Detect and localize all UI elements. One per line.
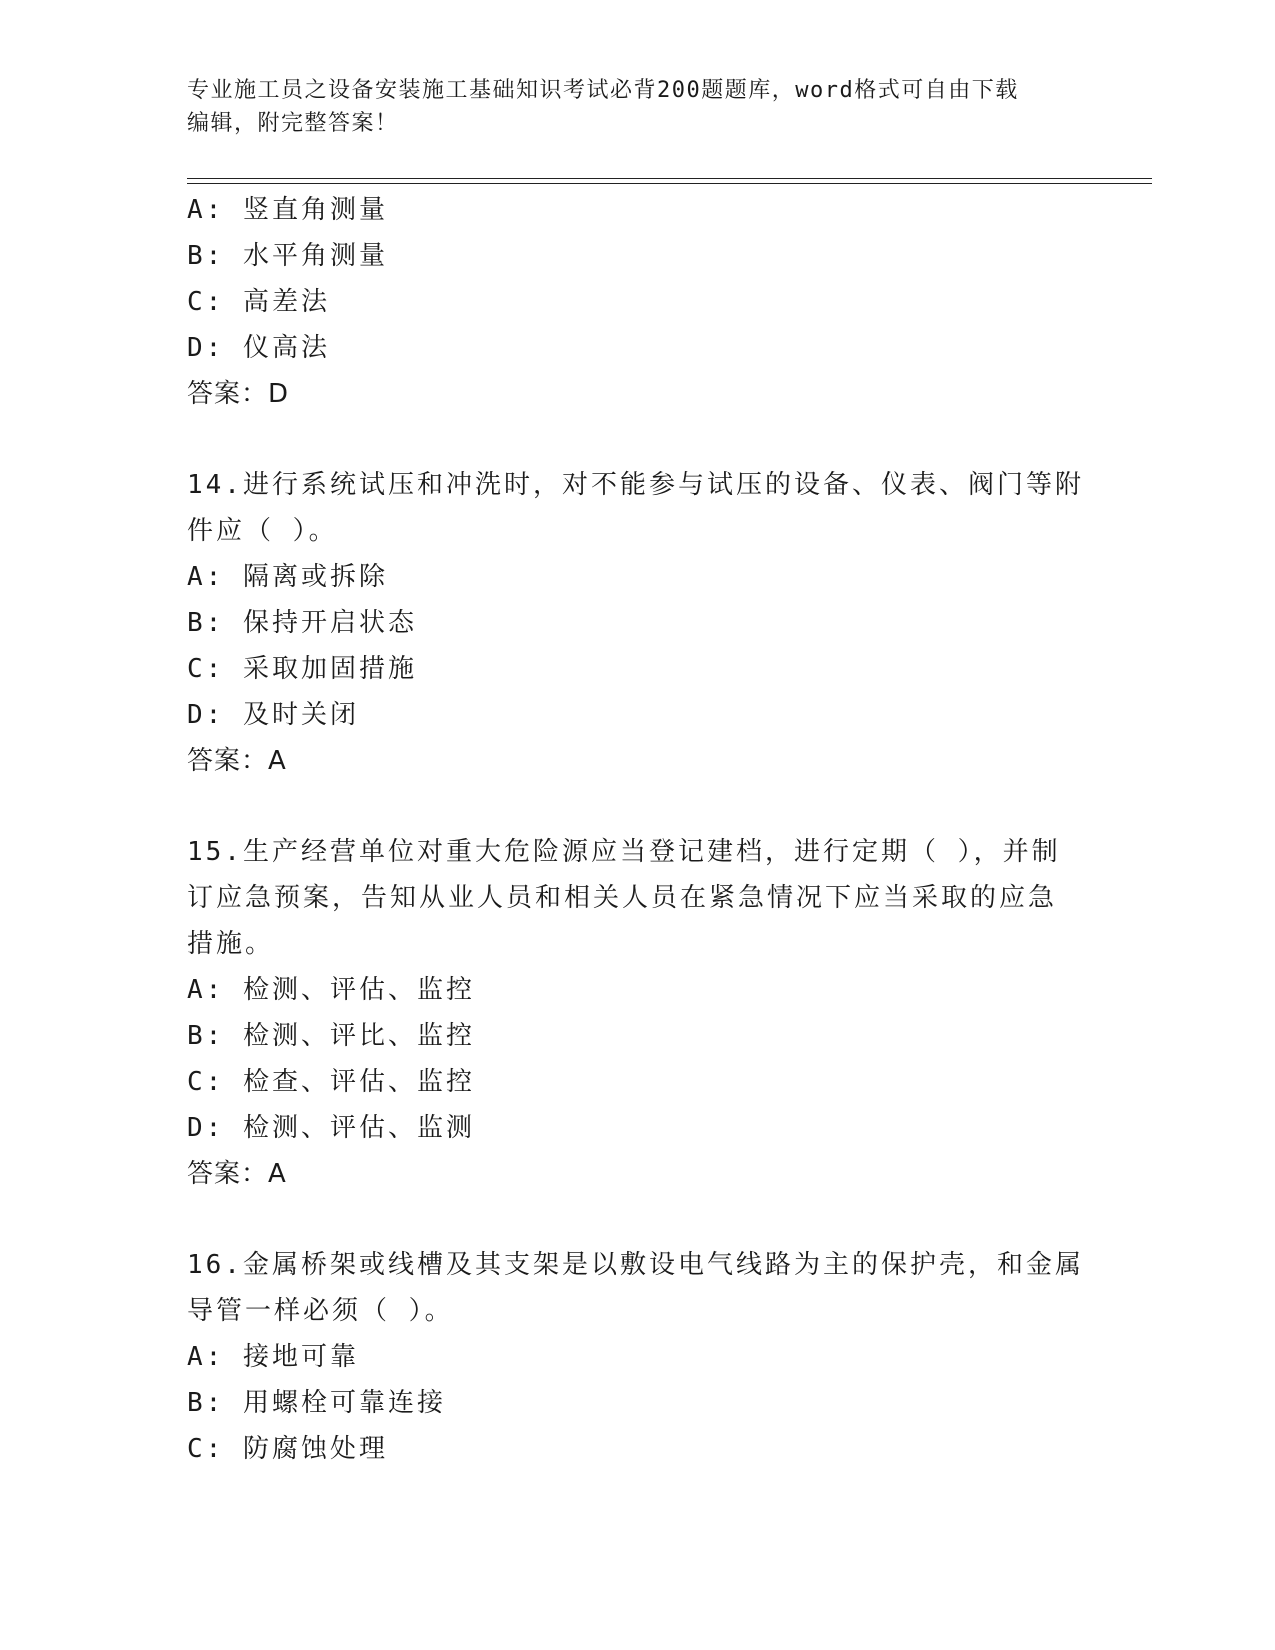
spacer [187, 784, 1067, 829]
header-title-line-2: 编辑，附完整答案！ [187, 111, 399, 136]
question-15 [187, 829, 1067, 1197]
answer-line: 答案：A [187, 746, 287, 776]
option-a: A: 检测、评估、监控 [187, 975, 475, 1005]
option-a: A: 竖直角测量 [187, 195, 388, 225]
option-d: D: 检测、评估、监测 [187, 1113, 475, 1143]
option-b: B: 保持开启状态 [187, 608, 417, 638]
option-a: A: 隔离或拆除 [187, 562, 388, 592]
spacer [187, 1197, 1067, 1242]
question-stem-line: 措施。 [187, 929, 275, 959]
question-stem-line: 14.进行系统试压和冲洗时，对不能参与试压的设备、仪表、阀门等附 [187, 470, 1084, 500]
option-d: D: 仪高法 [187, 333, 330, 363]
header-title-line-1: 专业施工员之设备安装施工基础知识考试必背200题题库，word格式可自由下载 [187, 78, 1019, 103]
question-stem-line: 导管一样必须（ ）。 [187, 1296, 454, 1326]
question-14 [187, 462, 1084, 784]
question-stem-line: 15.生产经营单位对重大危险源应当登记建档，进行定期（ ），并制 [187, 837, 1061, 867]
question-stem-line: 16.金属桥架或线槽及其支架是以敷设电气线路为主的保护壳，和金属 [187, 1250, 1084, 1280]
answer-line: 答案：A [187, 1159, 287, 1189]
option-c: C: 检查、评估、监控 [187, 1067, 475, 1097]
header-divider-top [187, 178, 1152, 179]
question-16 [187, 1242, 1084, 1472]
answer-line: 答案：D [187, 379, 290, 409]
option-c: C: 防腐蚀处理 [187, 1434, 388, 1464]
spacer [187, 417, 1067, 462]
question-list [187, 187, 1084, 1472]
option-a: A: 接地可靠 [187, 1342, 359, 1372]
option-b: B: 用螺栓可靠连接 [187, 1388, 446, 1418]
option-c: C: 高差法 [187, 287, 330, 317]
document-header [187, 74, 1087, 140]
question-stem-line: 订应急预案，告知从业人员和相关人员在紧急情况下应当采取的应急 [187, 883, 1058, 913]
option-d: D: 及时关闭 [187, 700, 359, 730]
question-stem-line: 件应（ ）。 [187, 516, 338, 546]
option-b: B: 水平角测量 [187, 241, 388, 271]
question-13 [187, 187, 1067, 417]
option-b: B: 检测、评比、监控 [187, 1021, 475, 1051]
header-divider-bottom [187, 183, 1152, 184]
option-c: C: 采取加固措施 [187, 654, 417, 684]
